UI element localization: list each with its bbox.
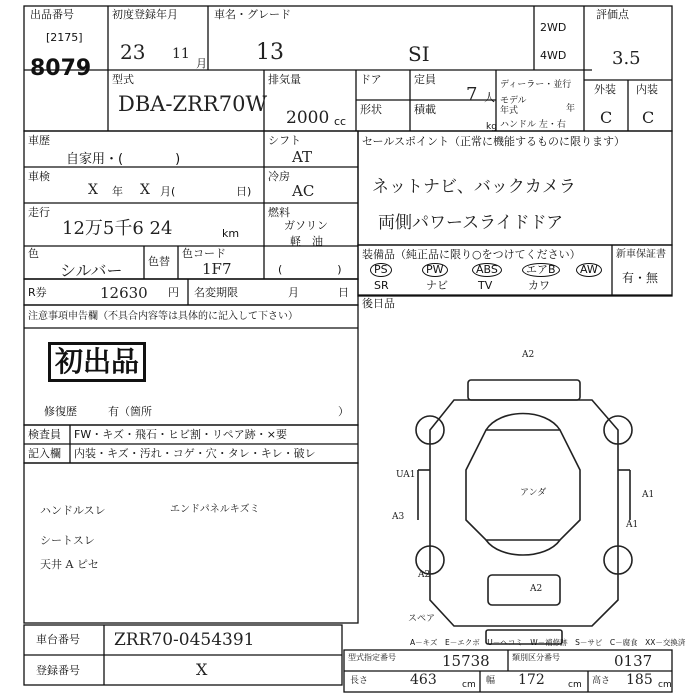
notes-label: 注意事項申告欄（不具合内容等は具体的に記入して下さい） <box>28 311 298 322</box>
sales-line2: 両側パワースライドドア <box>378 213 564 233</box>
exterior-label: 外装 <box>594 83 616 96</box>
color-value: シルバー <box>60 261 123 280</box>
warranty-value: 有・無 <box>622 271 659 285</box>
interior-label: 内装 <box>636 83 658 96</box>
equip-sr: SR <box>374 279 389 292</box>
equip-tv: TV <box>478 279 493 292</box>
height-label: 高さ <box>592 676 611 686</box>
chassis-label: 車台番号 <box>36 633 80 646</box>
warranty-label: 新車保証書 <box>616 249 666 260</box>
equip-abs: ABS <box>472 263 502 277</box>
deadline-day: 日 <box>338 286 349 299</box>
shift-label: シフト <box>268 134 301 147</box>
rating-label: 評価点 <box>596 8 629 21</box>
inspection-month-unit: 月( <box>160 185 176 198</box>
equip-pw: PW <box>422 263 448 277</box>
length-unit: cm <box>462 680 476 690</box>
lot-label: 出品番号 <box>30 8 74 21</box>
length-value: 463 <box>410 672 437 688</box>
reg-value: X <box>196 660 208 679</box>
mark-top: A2 <box>522 350 535 360</box>
door-label: ドア <box>360 73 382 86</box>
height-value: 185 <box>626 672 653 688</box>
displacement-unit: cc <box>334 115 347 128</box>
mark-spare: スペア <box>408 614 436 624</box>
repair-close: ） <box>338 405 349 418</box>
grade: SI <box>408 42 430 66</box>
chassis-value: ZRR70-0454391 <box>114 630 255 650</box>
drive-2wd: 2WD <box>540 21 567 34</box>
equip-airbag: エアB <box>522 263 560 277</box>
mark-right: A1 <box>642 490 655 500</box>
class-code-value: 0137 <box>614 652 653 670</box>
model-year-unit: 年 <box>566 104 576 114</box>
repair-value: 有（箇所 <box>108 405 152 418</box>
deadline-month: 月 <box>288 286 299 299</box>
lot-number: 8079 <box>30 56 92 81</box>
mark-left-1: A3 <box>392 512 405 522</box>
equip-leather: カワ <box>528 279 550 292</box>
interior-value: C <box>642 108 655 127</box>
first-reg-year: 23 <box>120 40 146 64</box>
inspection-label: 車検 <box>28 170 50 183</box>
mileage-label: 走行 <box>28 206 50 219</box>
inspector-note2: エンドパネルキズミ <box>170 504 260 515</box>
class-code-label: 類別区分番号 <box>512 653 560 662</box>
width-unit: cm <box>568 680 582 690</box>
inspection-month-value: X <box>140 182 150 198</box>
equip-aw: AW <box>576 263 602 277</box>
model-code-value: 15738 <box>442 652 490 670</box>
car-label: 車名・グレード <box>214 8 291 21</box>
rating-value: 3.5 <box>612 48 641 69</box>
model-value: DBA-ZRR70W <box>118 92 268 116</box>
sales-label: セールスポイント（正常に機能するものに限ります） <box>362 135 626 148</box>
model-year-label: モデル年式 <box>500 96 527 116</box>
ac-label: 冷房 <box>268 170 290 183</box>
inspection-year-unit: 年 <box>112 185 123 198</box>
mark-bottom: A2 <box>530 584 543 594</box>
model-label: 型式 <box>112 73 134 86</box>
inspector-row1: FW・キズ・飛石・ヒビ割・リペア跡・×要 <box>74 428 287 441</box>
inspector-label1: 検査員 <box>28 428 61 441</box>
inspector-note3: シートスレ <box>40 534 95 547</box>
first-reg-month: 11 <box>172 46 190 62</box>
shift-value: AT <box>292 148 313 166</box>
dealer-label: ディーラー・並行 <box>500 80 572 90</box>
fuel-diesel: 軽 油 <box>290 235 323 248</box>
history-label: 車歴 <box>28 134 50 147</box>
ac-value: AC <box>292 182 315 200</box>
first-reg-label: 初度登録年月 <box>112 8 178 21</box>
displacement-value: 2000 <box>286 108 330 128</box>
equip-navi: ナビ <box>426 279 448 292</box>
equipment-label: 装備品（純正品に限り○をつけてください） <box>362 248 581 261</box>
first-listing-stamp: 初出品 <box>48 342 146 382</box>
sales-line1: ネットナビ、バックカメラ <box>372 177 576 197</box>
exterior-value: C <box>600 108 613 127</box>
reg-label: 登録番号 <box>36 664 80 677</box>
inspector-row2: 内装・キズ・汚れ・コゲ・穴・タレ・キレ・破レ <box>74 447 316 460</box>
mark-left-2: A2 <box>418 570 431 580</box>
lot-sub: [2175] <box>46 31 83 44</box>
mark-right-2: A1 <box>626 520 639 530</box>
width-value: 172 <box>518 672 545 688</box>
mark-left-top: UA1 <box>396 470 416 480</box>
capacity-value: 7 <box>466 84 478 105</box>
drive-4wd: 4WD <box>540 49 567 62</box>
inspection-year-value: X <box>88 182 98 198</box>
mileage-unit: km <box>222 227 240 240</box>
load-label: 積載 <box>414 103 436 116</box>
color-code-value: 1F7 <box>202 260 232 278</box>
mileage-value: 12万5千6 24 <box>62 218 173 239</box>
deadline-label: 名変期限 <box>194 286 238 299</box>
mark-under: アンダ <box>520 488 547 498</box>
repair-label: 修復歴 <box>44 405 77 418</box>
fuel-parens: ( ) <box>278 263 342 276</box>
handle-label: ハンドル 左・右 <box>500 120 566 130</box>
owner-label: 後日品 <box>362 297 395 310</box>
capacity-label: 定員 <box>414 73 436 86</box>
equip-ps: PS <box>370 263 392 277</box>
inspection-day-unit: 日) <box>236 185 252 198</box>
height-unit: cm <box>658 680 672 690</box>
model-code-label: 型式指定番号 <box>348 653 396 662</box>
inspector-note1: ハンドルスレ <box>40 504 106 517</box>
displacement-label: 排気量 <box>268 73 301 86</box>
first-reg-unit: 月 <box>196 57 207 70</box>
damage-legend: A－キズ E－エクボ U－ヘコミ W－補修跡 S－サビ C－腐食 XX－交換済 <box>410 638 686 647</box>
shape-label: 形状 <box>360 103 382 116</box>
fuel-gas: ガソリン <box>284 219 328 232</box>
inspector-label2: 記入欄 <box>28 447 61 460</box>
recycle-unit: 円 <box>168 286 179 299</box>
inspector-note4: 天井 A ピセ <box>40 558 99 571</box>
capacity-unit: 人 <box>484 91 495 104</box>
fuel-label: 燃料 <box>268 206 290 219</box>
recycle-label: R券 <box>28 286 47 299</box>
car-diagram <box>416 380 632 644</box>
recycle-value: 12630 <box>100 284 148 302</box>
car-name: 13 <box>256 40 284 65</box>
color-label: 色 <box>28 247 39 260</box>
load-unit: kg <box>486 122 497 132</box>
color-code-label: 色コード <box>182 247 226 260</box>
color-change-label: 色替 <box>148 255 170 268</box>
width-label: 幅 <box>486 676 496 686</box>
history-value: 自家用・( ) <box>66 152 181 167</box>
length-label: 長さ <box>350 676 369 686</box>
